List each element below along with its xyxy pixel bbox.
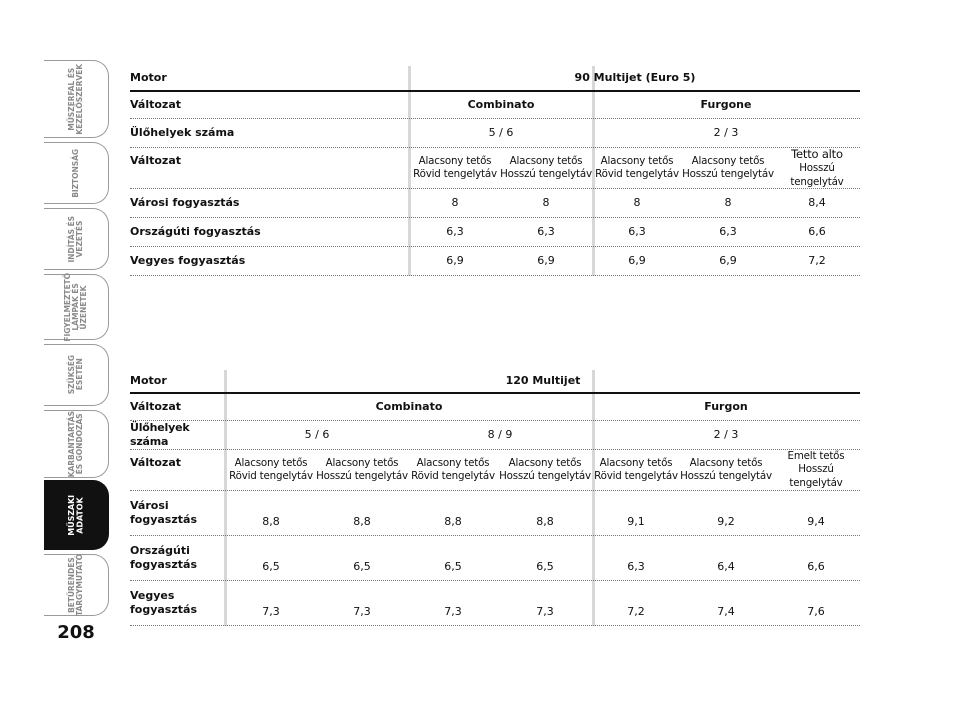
value-cell: 9,2 — [717, 514, 735, 528]
value-cell: 6,5 — [444, 559, 462, 573]
group-combinato: Combinato — [467, 97, 535, 111]
variant2-label: Változat — [130, 456, 182, 469]
seats-row — [130, 421, 860, 450]
value-cell: 6,9 — [628, 253, 646, 267]
variant-cell: Alacsony tetős Rövid tengelytáv — [595, 154, 679, 180]
value-cell: 7,3 — [536, 604, 554, 618]
variant-label: Változat — [130, 399, 182, 413]
variant-cell: Tetto alto Hosszú tengelytáv — [790, 146, 844, 188]
value-cell: 9,4 — [807, 514, 825, 528]
variant-cell: Alacsony tetős Hosszú tengelytáv — [316, 456, 408, 482]
row-label: Városi fogyasztás — [130, 498, 197, 526]
tab-label: KARBANTARTÁS ÉS GONDOZÁS — [67, 410, 84, 478]
tab-label: MŰSZERFAL ÉS KEZELŐSZERVEK — [67, 63, 84, 135]
tab-label: BIZTONSÁG — [71, 148, 81, 198]
motor-row — [130, 370, 860, 394]
value-cell: 6,6 — [808, 224, 826, 238]
variant-group-row — [130, 92, 860, 119]
seats-combinato-8-9: 8 / 9 — [487, 427, 513, 441]
row-label: Országúti fogyasztás — [130, 543, 197, 571]
consumption-table-90-multijet — [130, 66, 860, 276]
tab-label: BETŰRENDES TÁRGYMUTATÓ — [67, 554, 84, 617]
value-cell: 7,2 — [627, 604, 645, 618]
variant-cell: Alacsony tetős Rövid tengelytáv — [229, 456, 313, 482]
variant-label: Változat — [130, 97, 182, 111]
consumption-table-120-multijet — [130, 370, 860, 626]
value-cell: 6,9 — [446, 253, 464, 267]
row-label: Vegyes fogyasztás — [130, 253, 246, 267]
urban-consumption-row — [130, 491, 860, 536]
variant2-label: Változat — [130, 154, 182, 167]
variant-cell: Alacsony tetős Rövid tengelytáv — [594, 456, 678, 482]
tab-label: SZÜKSÉG ESETÉN — [67, 355, 84, 395]
value-cell: 8,8 — [262, 514, 280, 528]
extra-urban-consumption-row — [130, 536, 860, 581]
value-cell: 7,2 — [808, 253, 826, 267]
tab-figyelmezteto[interactable] — [44, 274, 109, 340]
value-cell: 7,3 — [353, 604, 371, 618]
motor-label: Motor — [130, 373, 167, 387]
seats-label: Ülőhelyek száma — [130, 125, 235, 139]
combined-consumption-row — [130, 581, 860, 626]
urban-consumption-row — [130, 189, 860, 218]
variant-cell: Alacsony tetős Rövid tengelytáv — [413, 154, 497, 180]
tab-targymutato[interactable] — [44, 554, 109, 616]
tab-label: INDÍTÁS ÉS VEZETÉS — [67, 215, 84, 263]
value-cell: 6,3 — [719, 224, 737, 238]
tab-karbantartas[interactable] — [44, 410, 109, 478]
group-combinato: Combinato — [375, 399, 443, 413]
seats-furgone: 2 / 3 — [713, 125, 739, 139]
seats-label: Ülőhelyek száma — [130, 420, 190, 448]
motor-label: Motor — [130, 70, 167, 84]
group-furgon: Furgon — [704, 399, 748, 413]
value-cell: 8 — [451, 195, 459, 209]
variant-detail-row — [130, 148, 860, 189]
variant-cell: Alacsony tetős Hosszú tengelytáv — [500, 154, 592, 180]
combined-consumption-row — [130, 247, 860, 276]
value-cell: 9,1 — [627, 514, 645, 528]
value-cell: 7,3 — [262, 604, 280, 618]
seats-furgon: 2 / 3 — [713, 427, 739, 441]
group-furgone: Furgone — [700, 97, 752, 111]
tab-label: MŰSZAKI ADATOK — [66, 494, 84, 536]
motor-value: 90 Multijet (Euro 5) — [574, 70, 696, 84]
value-cell: 6,5 — [353, 559, 371, 573]
tab-label: FIGYELMEZTETŐ LÁMPÁK ÉS ÜZENETEK — [63, 272, 88, 342]
variant-cell: Alacsony tetős Hosszú tengelytáv — [499, 456, 591, 482]
variant-group-row — [130, 394, 860, 421]
value-cell: 8,8 — [444, 514, 462, 528]
value-cell: 6,5 — [536, 559, 554, 573]
value-cell: 8,4 — [808, 195, 826, 209]
variant-cell: Alacsony tetős Rövid tengelytáv — [411, 456, 495, 482]
motor-value: 120 Multijet — [505, 373, 581, 387]
value-cell: 8 — [542, 195, 550, 209]
tab-muszerfal[interactable] — [44, 60, 109, 138]
value-cell: 7,3 — [444, 604, 462, 618]
seats-row — [130, 119, 860, 148]
tab-szukseg[interactable] — [44, 344, 109, 406]
tab-inditas[interactable] — [44, 208, 109, 270]
seats-combinato-5-6: 5 / 6 — [304, 427, 330, 441]
value-cell: 6,3 — [446, 224, 464, 238]
extra-urban-consumption-row — [130, 218, 860, 247]
variant-cell: Alacsony tetős Hosszú tengelytáv — [682, 154, 774, 180]
variant-detail-row — [130, 450, 860, 491]
value-cell: 6,3 — [537, 224, 555, 238]
value-cell: 6,4 — [717, 559, 735, 573]
value-cell: 8 — [633, 195, 641, 209]
value-cell: 6,9 — [719, 253, 737, 267]
tab-muszaki-adatok[interactable] — [44, 480, 109, 550]
value-cell: 6,3 — [627, 559, 645, 573]
value-cell: 8 — [724, 195, 732, 209]
value-cell: 7,6 — [807, 604, 825, 618]
tab-biztonsag[interactable] — [44, 142, 109, 204]
variant-cell: Emelt tetős Hosszú tengelytáv — [787, 449, 845, 489]
value-cell: 6,6 — [807, 559, 825, 573]
value-cell: 6,5 — [262, 559, 280, 573]
value-cell: 6,3 — [628, 224, 646, 238]
row-label: Országúti fogyasztás — [130, 224, 261, 238]
row-label: Vegyes fogyasztás — [130, 588, 197, 616]
value-cell: 7,4 — [717, 604, 735, 618]
variant-cell: Alacsony tetős Hosszú tengelytáv — [680, 456, 772, 482]
value-cell: 6,9 — [537, 253, 555, 267]
value-cell: 8,8 — [353, 514, 371, 528]
motor-row — [130, 66, 860, 92]
page-number: 208 — [57, 622, 95, 643]
value-cell: 8,8 — [536, 514, 554, 528]
seats-combinato: 5 / 6 — [488, 125, 514, 139]
row-label: Városi fogyasztás — [130, 195, 240, 209]
